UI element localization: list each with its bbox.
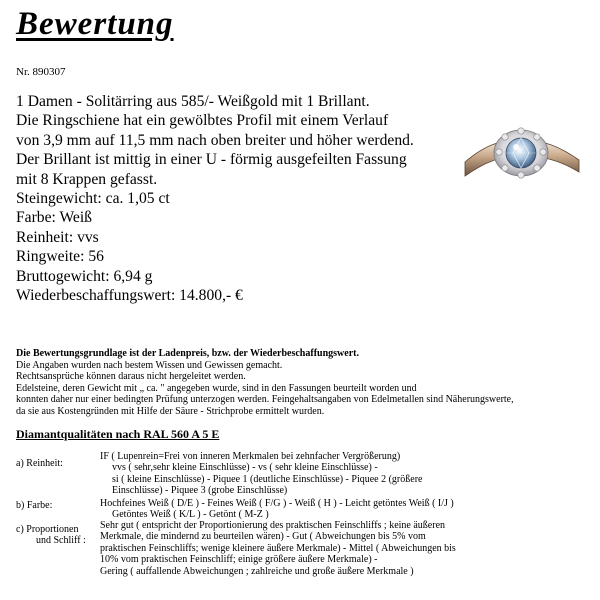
proportions-line: praktischen Feinschliffs; wenige kleinere äußere Merkmale) - Mittel ( Abweichungen bis [100,542,456,554]
description-line: 1 Damen - Solitärring aus 585/- Weißgold mit 1 Brillant. [16,93,370,110]
proportions-label-line: c) Proportionen [16,524,79,535]
proportions-line: Sehr gut ( entspricht der Proportionierung des praktischen Feinschliffs ; keine äußeren [100,520,446,531]
color-label: b) Farbe: [16,500,53,511]
appraisal-number: Nr. 890307 [16,66,66,78]
basis-line: Rechtsansprüche können daraus nicht hergeleitet werden. [16,371,246,382]
basis-line: da sie aus Kostengründen mit Hilfe der Säure - Strichprobe ermittelt wurden. [16,405,325,417]
ring-image [455,90,587,224]
color: Farbe: Weiß [16,209,92,227]
basis-line: Edelsteine, deren Gewicht mit „ ca. " angegeben wurde, sind in den Fassungen beurteilt worden und [16,382,417,394]
document-title: Bewertung [16,6,174,42]
clarity-line: si ( kleine Einschlüsse) - Piquee 1 (deutliche Einschlüsse) - Piquee 2 (größere [112,473,423,485]
clarity-scale [100,451,422,497]
clarity-line: IF ( Lupenrein=Frei von inneren Merkmalen bei zehnfacher Vergrößerung) [100,451,401,462]
ring-description [16,92,414,305]
clarity-label: a) Reinheit: [16,458,63,469]
proportions-label-line: und Schliff : [36,535,86,547]
clarity-line: vvs ( sehr,sehr kleine Einschlüsse) - vs ( sehr kleine Einschlüsse) - [112,462,378,474]
replacement-value: Wiederbeschaffungswert: 14.800,- € [16,287,243,305]
color-scale [100,498,454,521]
description-line: Die Ringschiene hat ein gewölbtes Profil mit einem Verlauf [16,112,389,130]
ring-size: Ringweite: 56 [16,248,104,266]
description-line: Der Brillant ist mittig in einer U - förmig ausgefeilten Fassung [16,151,407,169]
basis-line: konnten daher nur einer bedingten Prüfung unterzogen werden. Feingehaltsangaben von Edelmetallen sind Näherungswerte, [16,394,514,405]
valuation-basis [16,348,514,417]
proportions-line: Gering ( auffallende Abweichungen ; zahlreiche und große äußere Merkmale ) [100,565,414,577]
clarity-line: Einschlüsse) - Piquee 3 (grobe Einschlüsse) [112,485,288,497]
proportions-line: 10% vom praktischen Feinschliff; einige größere äußere Merkmale) - [100,554,378,566]
proportions-scale [100,520,456,577]
diamond-qualities-heading: Diamantqualitäten nach RAL 560 A 5 E [16,427,220,441]
color-line: Hochfeines Weiß ( D/E ) - Feines Weiß ( F/G ) - Weiß ( H ) - Leicht getöntes Weiß ( I/J ) [100,498,454,509]
description-line: von 3,9 mm auf 11,5 mm nach oben breiter und höher werdend. [16,131,414,149]
proportions-line: Merkmale, die mindernd zu beurteilen wären) - Gut ( Abweichungen bis 5% vom [100,531,426,543]
basis-heading: Die Bewertungsgrundlage ist der Ladenpreis, bzw. der Wiederbeschaffungswert. [16,348,359,359]
clarity: Reinheit: vvs [16,228,99,246]
basis-line: Die Angaben wurden nach bestem Wissen und Gewissen gemacht. [16,359,283,371]
stone-weight: Steingewicht: ca. 1,05 ct [16,190,170,208]
proportions-label [16,524,86,547]
gross-weight: Bruttogewicht: 6,94 g [16,267,153,285]
ring-photo [455,90,587,224]
description-line: mit 8 Krappen gefasst. [16,170,158,188]
color-line: Getöntes Weiß ( K/L ) - Getönt ( M-Z ) [112,509,269,521]
